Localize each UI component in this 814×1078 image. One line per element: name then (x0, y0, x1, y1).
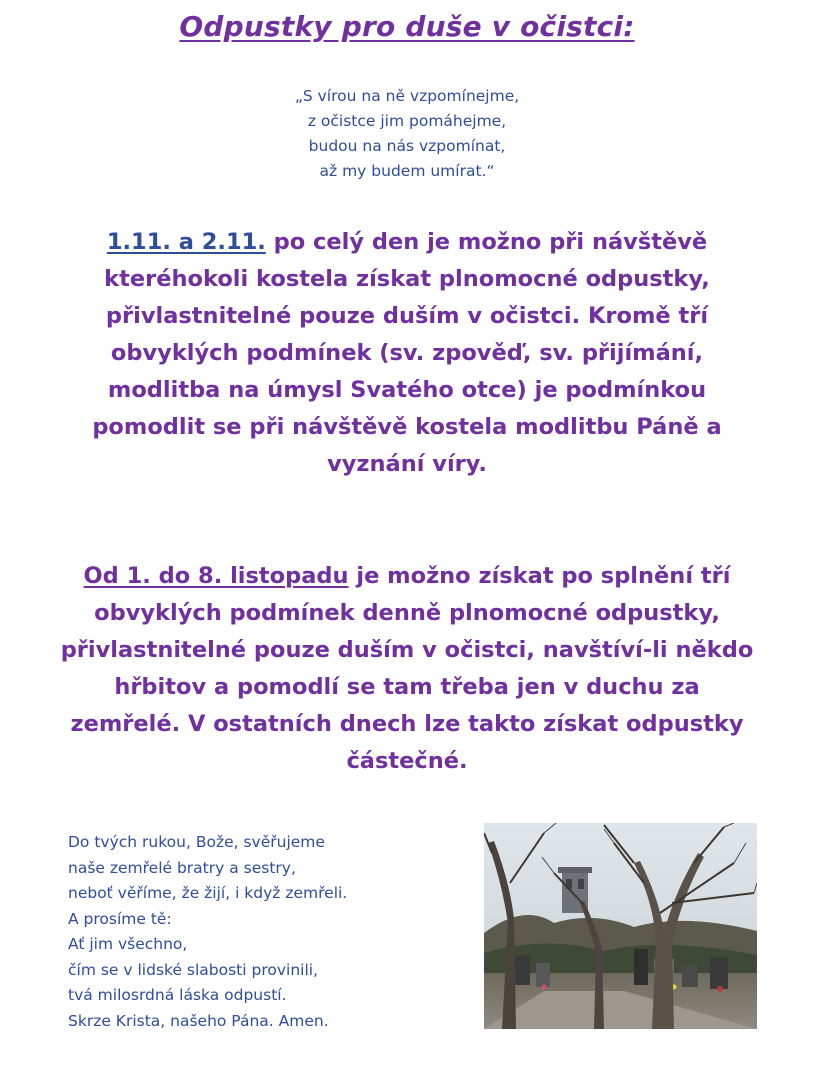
prayer-line: neboť věříme, že žijí, i když zemřeli. (68, 884, 348, 902)
verse-line: z očistce jim pomáhejme, (307, 112, 507, 130)
paragraph-cemetery (60, 558, 754, 780)
prayer-line: naše zemřelé bratry a sestry, (68, 858, 296, 877)
verse-line: budou na nás vzpomínat, (308, 137, 506, 155)
date-highlight: Od 1. do 8. listopadu (83, 563, 349, 589)
cemetery-photo (484, 823, 757, 1029)
verse-line: až my budem umírat.“ (319, 162, 495, 180)
paragraph-text: je možno získat po splnění tří obvyklých podmínek denně plnomocné odpustky, přivlastnitelné pouze duším v očistci, navštíví-li někdo hřbitov a pomodlí se tam třeba jen v duchu za zemřelé. V ostatních dnech lze takto získat odpustky částečné. (60, 563, 754, 774)
prayer-block (68, 830, 468, 1034)
date-highlight: 1.11. a 2.11. (106, 229, 266, 255)
verse-line: „S vírou na ně vzpomínejme, (294, 87, 520, 105)
paragraph-all-souls (60, 224, 754, 483)
prayer-line: tvá milosrdná láska odpustí. (68, 986, 287, 1004)
paragraph-text: po celý den je možno při návštěvě kteréhokoli kostela získat plnomocné odpustky, přivlastnitelné pouze duším v očistci. Kromě tří obvyklých podmínek (sv. zpověď, sv. přijímání, modlitba na úmysl Svatého otce) je podmínkou pomodlit se při návštěvě kostela modlitbu Páně a vyznání víry. (92, 229, 722, 477)
prayer-line: Ať jim všechno, (68, 935, 188, 953)
verse-block (0, 84, 814, 184)
prayer-line: čím se v lidské slabosti provinili, (68, 960, 318, 979)
prayer-line: A prosíme tě: (68, 909, 172, 928)
prayer-line: Do tvých rukou, Bože, svěřujeme (68, 833, 325, 851)
page-title: Odpustky pro duše v očistci: (179, 10, 635, 43)
prayer-line: Skrze Krista, našeho Pána. Amen. (68, 1011, 329, 1030)
